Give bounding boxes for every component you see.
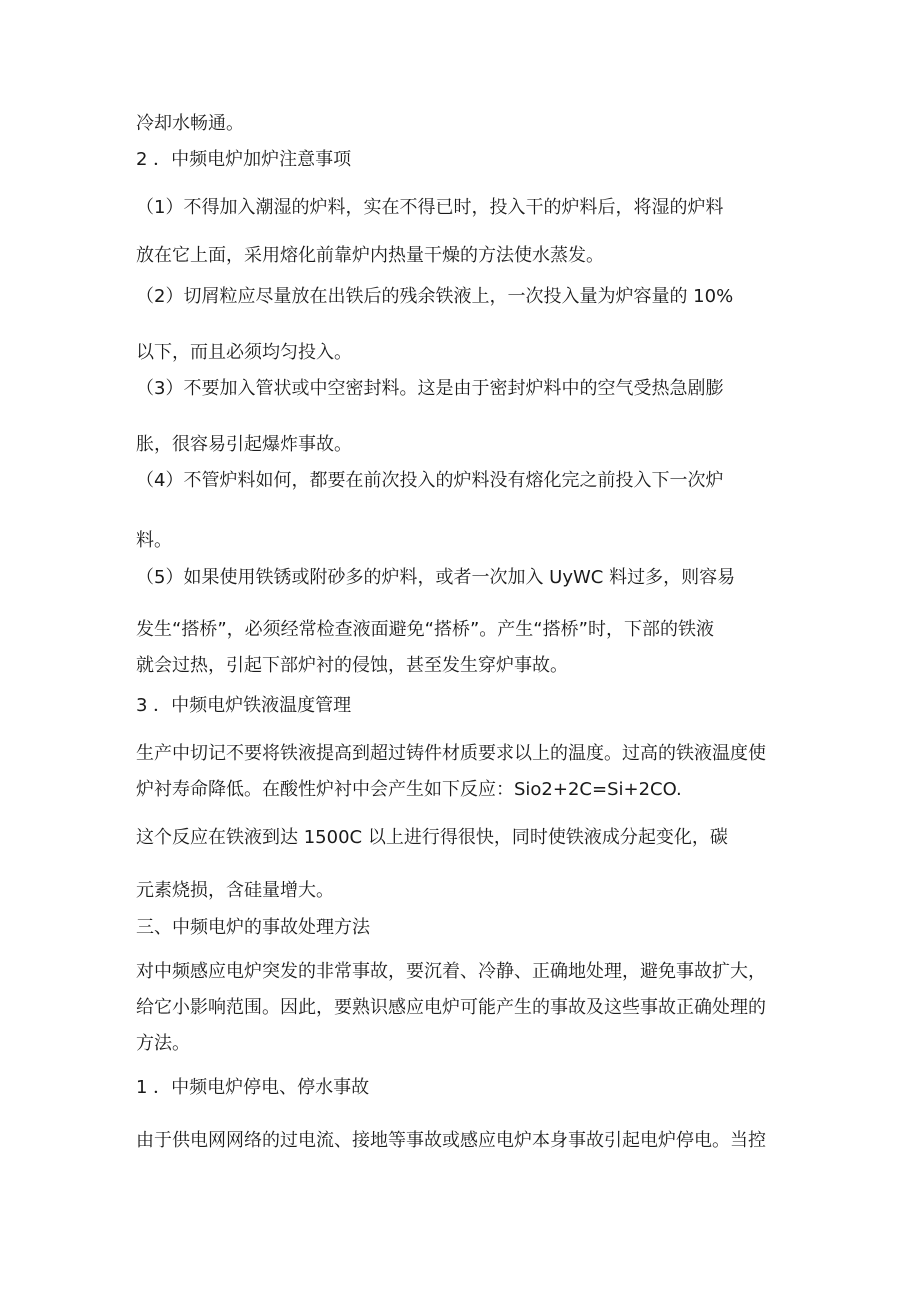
- paragraph-line: 发生“搭桥”，必须经常检查液面避免“搭桥”。产生“搭桥”时，下部的铁液: [136, 619, 714, 640]
- paragraph-line: （4）不管炉料如何，都要在前次投入的炉料没有熔化完之前投入下一次炉: [136, 470, 724, 491]
- paragraph-line: 对中频感应电炉突发的非常事故，要沉着、冷静、正确地处理，避免事故扩大，: [136, 961, 766, 982]
- paragraph-line: 冷却水畅通。: [136, 113, 244, 134]
- paragraph-line: （1）不得加入潮湿的炉料，实在不得已时，投入干的炉料后，将湿的炉料: [136, 197, 724, 218]
- section-heading: 3 ．中频电炉铁液温度管理: [136, 695, 352, 716]
- paragraph-line: 料。: [136, 530, 172, 551]
- section-heading: 三、中频电炉的事故处理方法: [136, 917, 370, 938]
- paragraph-line: 给它小影响范围。因此，要熟识感应电炉可能产生的事故及这些事故正确处理的: [136, 997, 766, 1018]
- paragraph-line: （5）如果使用铁锈或附砂多的炉料，或者一次加入 UyWC 料过多，则容易: [136, 567, 736, 588]
- paragraph-line: 胀，很容易引起爆炸事故。: [136, 434, 352, 455]
- paragraph-line: 以下，而且必须均匀投入。: [136, 342, 352, 363]
- paragraph-line: 炉衬寿命降低。在酸性炉衬中会产生如下反应：Sio2+2C=Si+2CO.: [136, 779, 682, 800]
- paragraph-line: 元素烧损，含硅量增大。: [136, 880, 334, 901]
- paragraph-line: 方法。: [136, 1033, 190, 1054]
- paragraph-line: （2）切屑粒应尽量放在出铁后的残余铁液上，一次投入量为炉容量的 10%: [136, 286, 734, 307]
- section-heading: 1 ．中频电炉停电、停水事故: [136, 1077, 370, 1098]
- paragraph-line: （3）不要加入管状或中空密封料。这是由于密封炉料中的空气受热急剧膨: [136, 378, 724, 399]
- section-heading: 2 ．中频电炉加炉注意事项: [136, 149, 352, 170]
- paragraph-line: 就会过热，引起下部炉衬的侵蚀，甚至发生穿炉事故。: [136, 655, 568, 676]
- paragraph-line: 这个反应在铁液到达 1500C 以上进行得很快，同时使铁液成分起变化，碳: [136, 827, 728, 848]
- paragraph-line: 放在它上面，采用熔化前靠炉内热量干燥的方法使水蒸发。: [136, 245, 604, 266]
- paragraph-line: 生产中切记不要将铁液提高到超过铸件材质要求以上的温度。过高的铁液温度使: [136, 743, 766, 764]
- paragraph-line: 由于供电网网络的过电流、接地等事故或感应电炉本身事故引起电炉停电。当控: [136, 1130, 766, 1151]
